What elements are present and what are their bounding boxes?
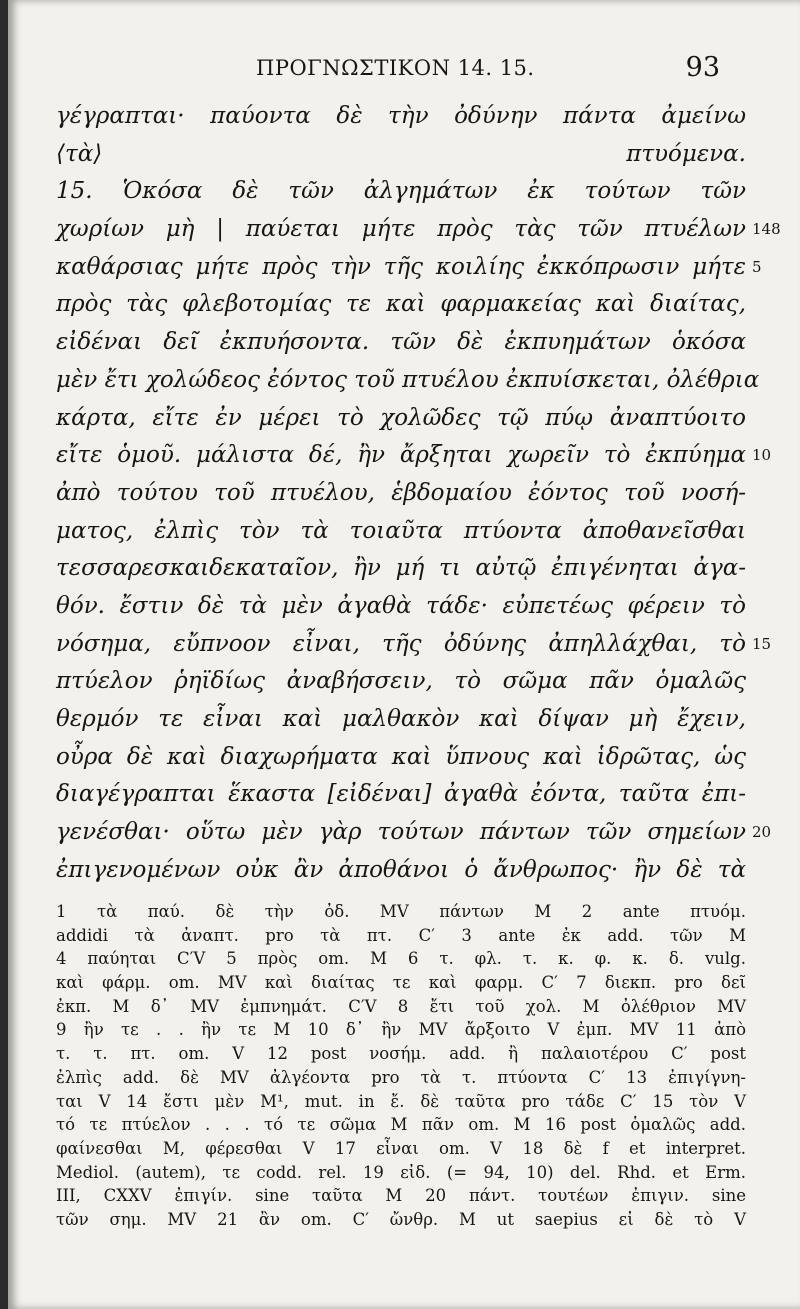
text-line [56, 663, 746, 701]
line-text: πρὸς τὰς φλεβοτομίας τε καὶ φαρμακείας καὶ διαίτας, [56, 291, 746, 318]
apparatus-line: φαίνεσθαι M, φέρεσθαι V 17 εἶναι om. V 18 δὲ f et interpret. [56, 1138, 746, 1158]
running-head: ΠΡΟΓΝΩΣΤΙΚΟΝ 14. 15. [256, 56, 535, 80]
apparatus-line: 4 παύηται C′V 5 πρὸς om. M 6 τ. φλ. τ. κ. φ. κ. δ. vulg. [56, 949, 746, 969]
line-text: πτύελον ῥηϊδίως ἀναβήσσειν, τὸ σῶμα πᾶν ὁμαλῶς [56, 668, 746, 695]
text-line [56, 739, 746, 777]
line-text: ματος, ἐλπὶς τὸν τὰ τοιαῦτα πτύοντα ἀποθανεῖσθαι [56, 517, 746, 544]
apparatus-line: III, CXXV ἐπιγίν. sine ταῦτα M 20 πάντ. τουτέων ἐπιγιν. sine [56, 1186, 746, 1206]
text-line [56, 136, 746, 174]
line-text: τεσσαρεσκαιδεκαταῖον, ἢν μή τι αὐτῷ ἐπιγένηται ἀγα- [56, 555, 746, 582]
text-line [56, 701, 746, 739]
apparatus-line: ται V 14 ἔστι μὲν M¹, mut. in ἔ. δὲ ταῦτα pro τάδε C′ 15 τὸν V [56, 1091, 746, 1111]
apparatus-line: καὶ φάρμ. om. MV καὶ διαίτας τε καὶ φαρμ. C′ 7 διεκπ. pro δεῖ [56, 973, 746, 993]
line-text: ἀπὸ τούτου τοῦ πτυέλου, ἑβδομαίου ἐόντος τοῦ νοσή- [56, 479, 746, 506]
line-text: ⟨τὰ⟩ πτυόμενα. [56, 140, 746, 167]
apparatus-line: τό τε πτύελον . . . τό τε σῶμα M πᾶν om. M 16 post ὁμαλῶς add. [56, 1115, 746, 1135]
line-text: νόσημα, εὔπνοον εἶναι, τῆς ὀδύνης ἀπηλλάχθαι, τὸ [56, 630, 746, 657]
line-text: γενέσθαι· οὕτω μὲν γὰρ τούτων πάντων τῶν σημείων [56, 819, 746, 846]
line-number: 5 [752, 257, 762, 276]
text-line [56, 173, 746, 211]
text-line [56, 324, 746, 362]
apparatus-line: ἐλπὶς add. δὲ MV ἀλγέοντα pro τὰ τ. πτύοντα C′ 13 ἐπιγίγνη- [56, 1067, 746, 1087]
text-line [56, 475, 746, 513]
line-text: μὲν ἔτι χολώδεος ἐόντος τοῦ πτυέλου ἐκπυίσκεται, ὀλέθρια [56, 366, 760, 393]
apparatus-line: τ. τ. πτ. om. V 12 post νοσήμ. add. ἢ παλαιοτέρου C′ post [56, 1044, 746, 1064]
main-text [56, 98, 781, 889]
line-number: 148 [752, 220, 781, 239]
text-line [56, 362, 760, 400]
line-text: κάρτα, εἴτε ἐν μέρει τὸ χολῶδες τῷ πύῳ ἀναπτύοιτο [56, 404, 746, 431]
line-text: χωρίων μὴ | παύεται μήτε πρὸς τὰς τῶν πτυέλων [56, 216, 746, 243]
line-text: εἰδέναι δεῖ ἐκπυήσοντα. τῶν δὲ ἐκπυημάτων ὁκόσα [56, 329, 746, 356]
critical-apparatus [56, 900, 746, 1232]
text-line [56, 513, 746, 551]
page-number: 93 [685, 52, 720, 83]
apparatus-line: ἐκπ. M δ᾽ MV ἐμπνημάτ. C′V 8 ἔτι τοῦ χολ. M ὀλέθριον MV [56, 996, 746, 1016]
apparatus-line: 9 ἢν τε . . ἢν τε M 10 δ᾽ ἢν MV ἄρξοιτο V ἐμπ. MV 11 ἀπὸ [56, 1020, 746, 1040]
text-line [56, 249, 762, 287]
text-line [56, 588, 746, 626]
line-text: θόν. ἔστιν δὲ τὰ μὲν ἀγαθὰ τάδε· εὐπετέως φέρειν τὸ [56, 592, 746, 619]
line-number: 15 [752, 634, 772, 653]
line-text: εἴτε ὁμοῦ. μάλιστα δέ, ἢν ἄρξηται χωρεῖν τὸ ἐκπύημα [56, 442, 746, 469]
text-line [56, 437, 772, 475]
apparatus-line: 1 τὰ παύ. δὲ τὴν ὀδ. MV πάντων M 2 ante πτυόμ. [56, 902, 746, 921]
apparatus-line: τῶν σημ. MV 21 ἂν om. C′ ὤνθρ. M ut saepius εἰ δὲ τὸ V [56, 1209, 746, 1229]
line-text: καθάρσιας μήτε πρὸς τὴν τῆς κοιλίης ἐκκόπρωσιν μήτε [56, 253, 746, 280]
text-line [56, 400, 746, 438]
text-line [56, 852, 746, 890]
apparatus-line: addidi τὰ ἀναπτ. pro τὰ πτ. C′ 3 ante ἐκ add. τῶν M [56, 925, 746, 945]
line-text: οὖρα δὲ καὶ διαχωρήματα καὶ ὕπνους καὶ ἱδρῶτας, ὡς [56, 743, 746, 770]
line-text: ἐπιγενομένων οὐκ ἂν ἀποθάνοι ὁ ἄνθρωπος· ἢν δὲ τὰ [56, 856, 746, 883]
apparatus-line: Mediol. (autem), τε codd. rel. 19 εἰδ. (= 94, 10) del. Rhd. et Erm. [56, 1162, 746, 1182]
text-line [56, 550, 746, 588]
line-text: 15. Ὁκόσα δὲ τῶν ἀλγημάτων ἐκ τούτων τῶν [56, 178, 746, 205]
text-line [56, 211, 781, 249]
line-text: διαγέγραπται ἕκαστα [εἰδέναι] ἀγαθὰ ἐόντα, ταῦτα ἐπι- [56, 781, 746, 808]
text-line [56, 286, 746, 324]
text-line [56, 814, 772, 852]
line-text: γέγραπται· παύοντα δὲ τὴν ὀδύνην πάντα ἀμείνω [56, 103, 746, 129]
text-line [56, 98, 746, 136]
page-header [8, 52, 800, 90]
text-line [56, 776, 746, 814]
book-page [8, 0, 800, 1309]
line-text: θερμόν τε εἶναι καὶ μαλθακὸν καὶ δίψαν μὴ ἔχειν, [56, 706, 746, 732]
line-number: 20 [752, 823, 772, 842]
line-number: 10 [752, 446, 772, 465]
text-line [56, 626, 772, 664]
